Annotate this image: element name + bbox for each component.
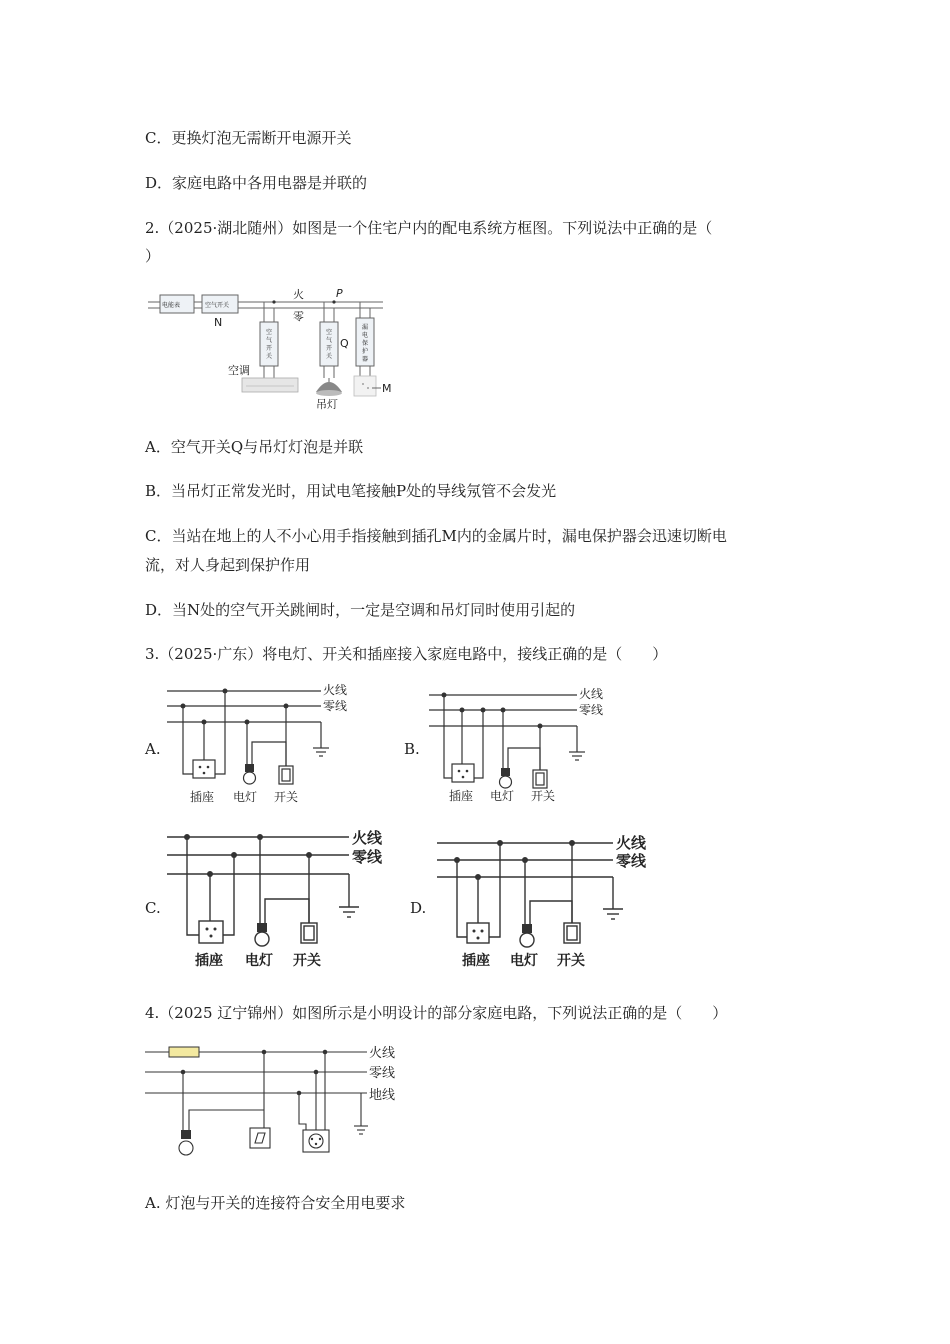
n-label: N bbox=[214, 316, 223, 329]
fire-label: 火 bbox=[293, 288, 304, 301]
meter-label: 电能表 bbox=[162, 302, 181, 309]
socket-label: 插座 bbox=[449, 789, 474, 803]
neutral-label: 零线 bbox=[616, 852, 647, 870]
switch-label: 开关 bbox=[557, 953, 585, 969]
lamp-label: 电灯 bbox=[510, 953, 538, 969]
p-label: P bbox=[336, 287, 343, 300]
lamp-label: 电灯 bbox=[245, 953, 273, 969]
q3-stem: 3.（2025·广东）将电灯、开关和插座接入家庭电路中，接线正确的是（ ） bbox=[145, 645, 668, 663]
lamp-label: 电灯 bbox=[490, 789, 515, 803]
pendant-lamp-icon bbox=[316, 378, 342, 396]
q2-option-c-line2: 流，对人身起到保护作用 bbox=[145, 556, 311, 574]
socket-label: 插座 bbox=[195, 953, 223, 969]
q2-option-a: A．空气开关Q与吊灯灯泡是并联 bbox=[145, 438, 364, 456]
breaker1-label: 空气开关 bbox=[266, 329, 273, 360]
q4-circuit-diagram bbox=[143, 1040, 413, 1166]
q3-circuit-a bbox=[163, 682, 363, 806]
socket-label: 插座 bbox=[462, 953, 490, 969]
q4-option-a: A. 灯泡与开关的连接符合安全用电要求 bbox=[145, 1194, 406, 1212]
neutral-label: 零线 bbox=[369, 1066, 396, 1081]
ground-label: 地线 bbox=[369, 1088, 396, 1103]
live-label: 火线 bbox=[616, 834, 647, 852]
q4-stem: 4.（2025 辽宁锦州）如图所示是小明设计的部分家庭电路，下列说法正确的是（ ） bbox=[145, 1004, 728, 1022]
q3-option-a-label: A. bbox=[145, 740, 161, 758]
lamp-label: 电灯 bbox=[233, 790, 258, 804]
q2-stem-line1: 2.（2025·湖北随州）如图是一个住宅户内的配电系统方框图。下列说法中正确的是（ bbox=[145, 219, 713, 237]
q1-option-d: D．家庭电路中各用电器是并联的 bbox=[145, 174, 368, 192]
rcd-label: 漏电保护器 bbox=[362, 324, 369, 363]
fuse-icon bbox=[169, 1047, 199, 1057]
neutral-label: 零线 bbox=[579, 703, 604, 717]
main-breaker-label: 空气开关 bbox=[205, 302, 230, 309]
q2-option-d: D．当N处的空气开关跳闸时，一定是空调和吊灯同时使用引起的 bbox=[145, 601, 576, 619]
lamp-label: 吊灯 bbox=[316, 398, 338, 411]
q3-circuit-c bbox=[163, 825, 393, 975]
lamp-icon bbox=[255, 923, 269, 946]
live-label: 火线 bbox=[352, 829, 383, 847]
lamp-icon bbox=[244, 764, 256, 784]
q2-distribution-diagram bbox=[148, 282, 408, 412]
neutral-label: 零线 bbox=[323, 699, 348, 713]
q2-option-c-line1: C．当站在地上的人不小心用手指接触到插孔M内的金属片时，漏电保护器会迅速切断电 bbox=[145, 527, 727, 545]
q3-option-b-label: B. bbox=[404, 740, 420, 758]
zero-label: 零 bbox=[293, 310, 304, 323]
q-label: Q bbox=[340, 337, 349, 350]
breaker2-label: 空气开关 bbox=[326, 329, 333, 360]
q1-option-c: C．更换灯泡无需断开电源开关 bbox=[145, 129, 352, 147]
air-conditioner-icon bbox=[242, 378, 298, 392]
live-label: 火线 bbox=[579, 687, 604, 701]
m-label: M bbox=[382, 382, 392, 395]
socket-icon bbox=[354, 376, 381, 396]
switch-label: 开关 bbox=[531, 789, 556, 803]
q2-stem-line2: ） bbox=[145, 247, 161, 265]
q3-circuit-d bbox=[433, 831, 663, 975]
socket-label: 插座 bbox=[190, 790, 215, 804]
q3-circuit-b bbox=[425, 686, 625, 810]
ac-label: 空调 bbox=[228, 364, 250, 377]
q3-option-d-label: D. bbox=[410, 899, 427, 917]
q2-option-b: B．当吊灯正常发光时，用试电笔接触P处的导线氖管不会发光 bbox=[145, 482, 557, 500]
neutral-label: 零线 bbox=[352, 848, 383, 866]
switch-label: 开关 bbox=[274, 790, 299, 804]
lamp-icon bbox=[520, 924, 534, 947]
lamp-icon bbox=[500, 768, 512, 788]
switch-label: 开关 bbox=[293, 953, 321, 969]
live-label: 火线 bbox=[323, 683, 348, 697]
live-label: 火线 bbox=[369, 1046, 396, 1061]
lamp-icon bbox=[179, 1130, 193, 1155]
q3-option-c-label: C. bbox=[145, 899, 161, 917]
